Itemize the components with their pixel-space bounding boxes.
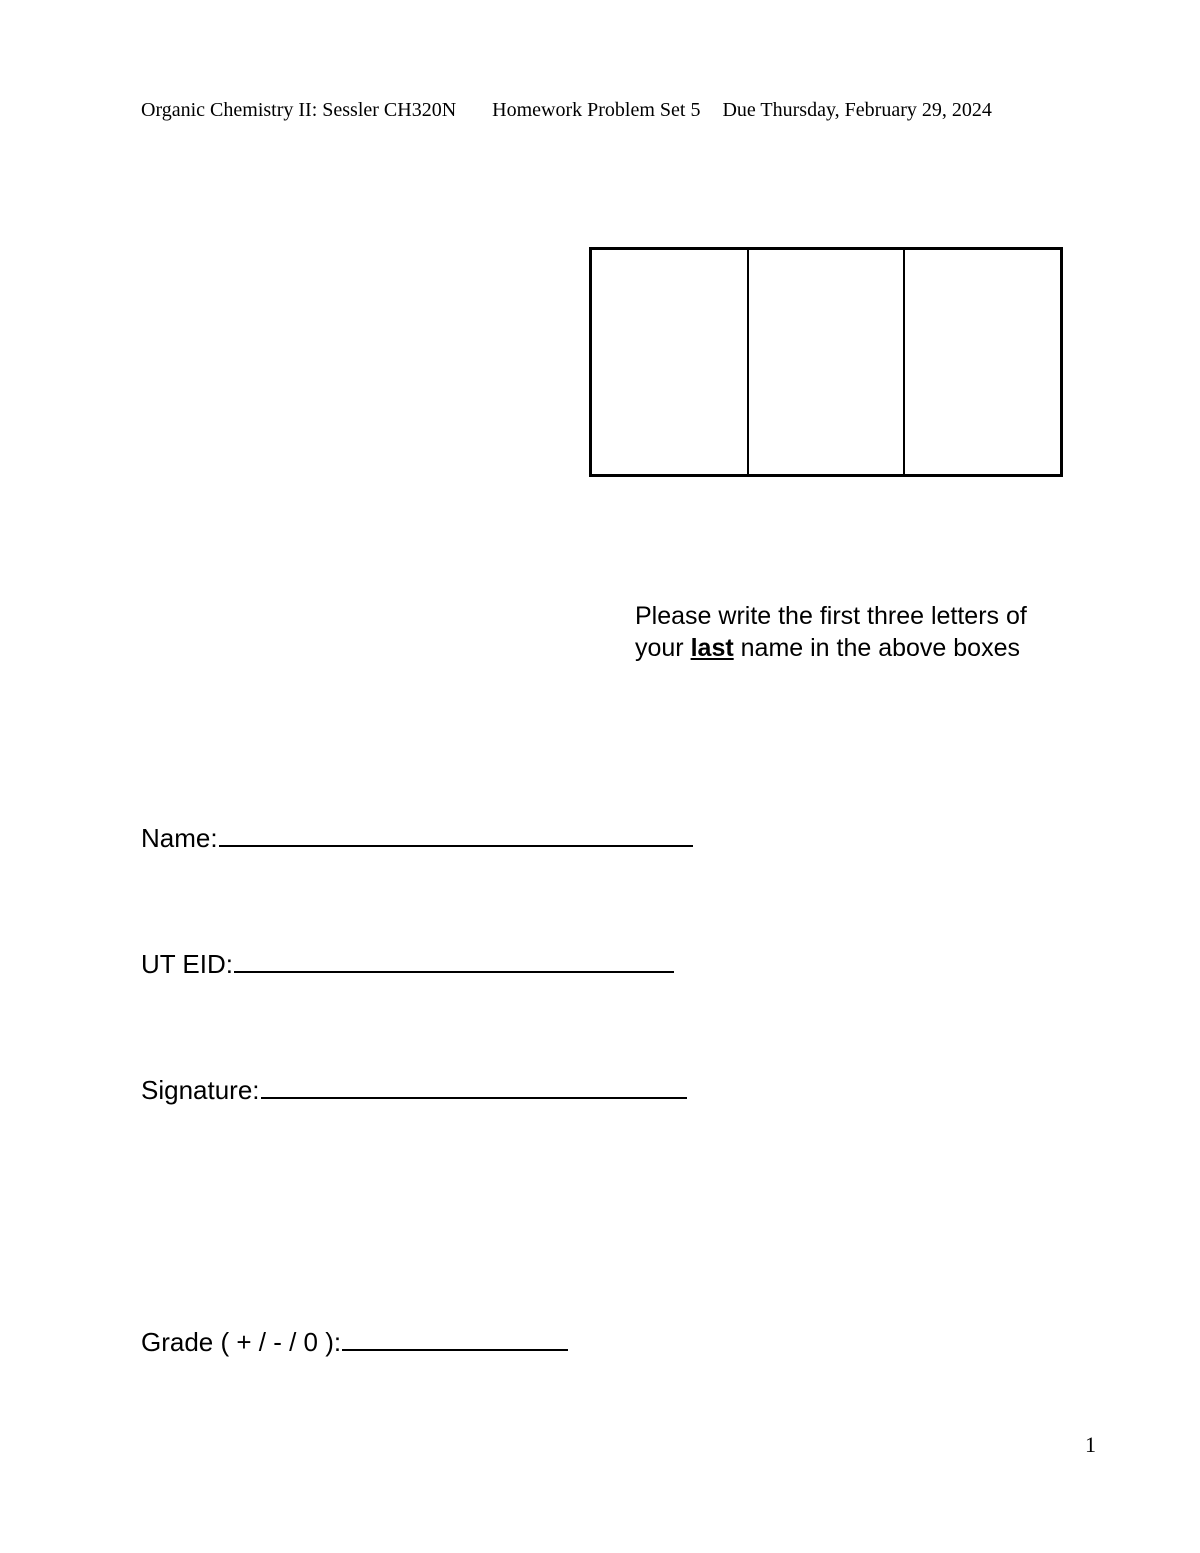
page-number: 1 bbox=[1085, 1432, 1096, 1457]
ut-eid-label: UT EID: bbox=[141, 949, 233, 979]
letter-box-instruction bbox=[635, 600, 1055, 664]
page-header bbox=[141, 99, 992, 122]
signature-field bbox=[141, 1075, 687, 1106]
letter-box-1[interactable] bbox=[592, 250, 747, 474]
instruction-text-end: name in the above boxes bbox=[733, 634, 1020, 662]
course-title: Organic Chemistry II: Sessler CH320N bbox=[141, 99, 457, 121]
last-name-letter-boxes bbox=[589, 247, 1063, 477]
grade-label: Grade ( + / - / 0 ): bbox=[141, 1327, 342, 1357]
name-label: Name: bbox=[141, 823, 218, 853]
signature-label: Signature: bbox=[141, 1075, 260, 1105]
signature-blank[interactable] bbox=[261, 1075, 687, 1099]
instruction-text-start: Please write the first three letters of your bbox=[635, 602, 1027, 662]
letter-box-3[interactable] bbox=[903, 250, 1060, 474]
ut-eid-field bbox=[141, 949, 674, 980]
letter-box-2[interactable] bbox=[747, 250, 904, 474]
name-field bbox=[141, 823, 693, 854]
ut-eid-blank[interactable] bbox=[234, 949, 674, 973]
grade-field bbox=[141, 1327, 568, 1358]
assignment-title: Homework Problem Set 5 bbox=[492, 99, 701, 121]
instruction-emphasis: last bbox=[690, 634, 734, 662]
grade-blank[interactable] bbox=[342, 1327, 568, 1351]
due-date: Due Thursday, February 29, 2024 bbox=[722, 99, 992, 121]
name-blank[interactable] bbox=[219, 823, 693, 847]
